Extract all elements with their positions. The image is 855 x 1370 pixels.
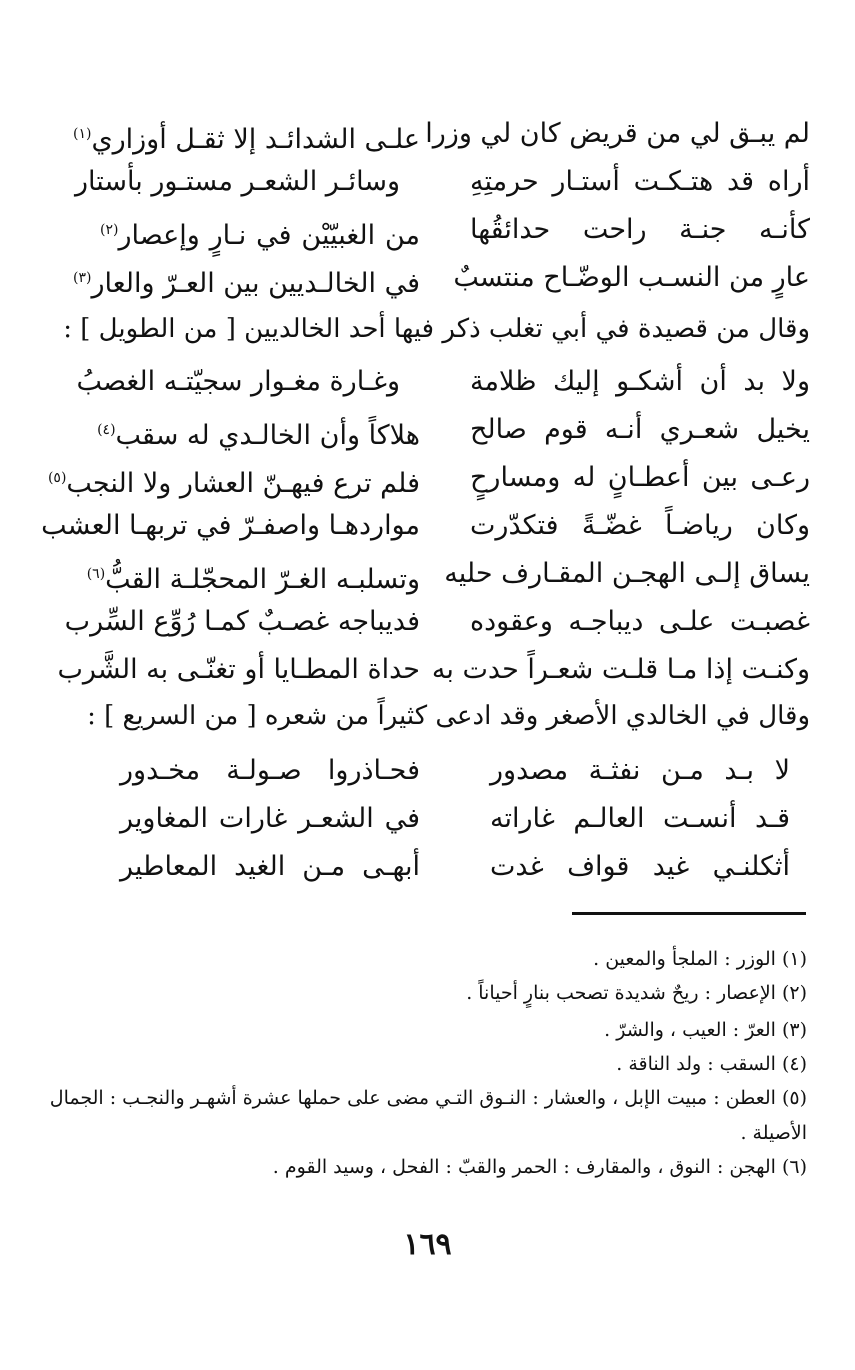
footnote-marker: (٢) <box>100 222 119 238</box>
section-intro: وقال في الخالدي الأصغر وقد ادعى كثيراً من شعره [ من السريع ] : <box>87 701 810 731</box>
second-hemistich: وسائـر الشعـر مستـور بأستار <box>75 166 400 197</box>
second-hemistich: في الشعـر غارات المغاوير <box>120 803 420 834</box>
page-number: ١٦٩ <box>403 1227 452 1262</box>
footnote <box>95 976 807 1010</box>
footnote <box>95 1013 807 1047</box>
first-hemistich: غصبـت علـى ديباجـه وعقوده <box>470 606 810 637</box>
verse-line <box>76 356 810 408</box>
footnote-number: (٣) <box>781 1019 807 1041</box>
footnote-separator <box>572 912 806 915</box>
footnote-text: الأصيلة . <box>740 1122 807 1144</box>
second-hemistich: حداة المطـايا أو تغنّـى به الشَّرب <box>57 654 420 685</box>
second-hemistich: فحـاذروا صـولـة مخـدور <box>120 755 420 786</box>
first-hemistich: وكنـت إذا مـا قلـت شعـراً حدت به <box>431 654 810 685</box>
footnote-number: (٦) <box>781 1156 807 1178</box>
footnote-number: (٤) <box>781 1053 807 1075</box>
footnote-continuation <box>95 1116 807 1150</box>
footnote <box>95 1150 807 1184</box>
first-hemistich: أثكلنـي غيد قواف غدت <box>490 851 790 882</box>
second-hemistich: وغـارة مغـوار سجيّتـه الغصبُ <box>76 366 400 397</box>
hemistich-text: هلاكاً وأن الخالـدي له سقب <box>115 420 420 451</box>
footnote-number: (٥) <box>781 1087 807 1109</box>
verse-line <box>73 252 810 310</box>
verse-line <box>120 793 790 845</box>
second-hemistich: فديباجه غصـبٌ كمـا رُوِّع السِّرب <box>64 606 420 637</box>
footnote-text: العطن : مبيت الإبل ، والعشار : النـوق التـي مضى على حملها عشرة أشهـر والنجـب : الجمال <box>49 1087 776 1109</box>
footnote-marker: (٣) <box>73 270 92 286</box>
hemistich-text: في الخالـديين بين العـرّ والعار <box>91 268 420 299</box>
first-hemistich: يساق إلـى الهجـن المقـارف حليه <box>444 558 810 589</box>
footnote-marker: (١) <box>72 126 92 142</box>
footnote-marker: (٤) <box>97 422 116 438</box>
verse-line <box>120 745 790 797</box>
footnote-number: (٢) <box>781 982 807 1004</box>
footnote <box>95 1047 807 1081</box>
first-hemistich: وكان رياضـاً غضّـةً فتكدّرت <box>470 510 810 541</box>
first-hemistich: عارٍ من النسـب الوضّـاح منتسبٌ <box>453 262 810 293</box>
first-hemistich: ولا بد أن أشكـو إليك ظلامة <box>470 366 810 397</box>
hemistich-text: علـى الشدائـد إلا ثقـل أوزاري <box>91 124 420 155</box>
first-hemistich: أراه قد هتـكـت أستـار حرمتِهِ <box>470 166 810 197</box>
verse-line <box>57 644 810 696</box>
first-hemistich: رعـى بين أعطـانٍ له ومسارحٍ <box>470 462 810 493</box>
footnote-marker: (٥) <box>47 470 67 486</box>
verse-line <box>75 156 810 208</box>
footnote-number: (١) <box>781 948 807 970</box>
footnote-text: الهجن : النوق ، والمقارف : الحمر والقبّ : الفحل ، وسيد القوم . <box>272 1156 776 1178</box>
section-intro: وقال من قصيدة في أبي تغلب ذكر فيها أحد الخالديين [ من الطويل ] : <box>63 314 810 344</box>
hemistich-text: من الغبيّيْن في نـارٍ وإعصار <box>118 220 420 251</box>
verse-line <box>64 596 810 648</box>
hemistich-text: وتسلبـه الغـرّ المحجّلـة القبُّ <box>105 564 420 595</box>
verse-line <box>120 841 790 893</box>
first-hemistich: يخيل شعـري أنـه قوم صالح <box>470 414 810 445</box>
first-hemistich: كأنـه جنـة راحت حدائقُها <box>470 214 810 245</box>
first-hemistich: قـد أنسـت العالـم غاراته <box>490 803 790 834</box>
footnote-marker: (٦) <box>86 566 106 582</box>
footnote-text: الوزر : الملجأ والمعين . <box>593 948 776 970</box>
footnote <box>95 942 807 976</box>
footnote-text: العرّ : العيب ، والشرّ . <box>604 1019 776 1041</box>
footnote-text: السقب : ولد الناقة . <box>616 1053 776 1075</box>
footnote <box>49 1081 807 1115</box>
second-hemistich: مواردهـا واصفـرّ في تربهـا العشب <box>41 510 420 541</box>
second-hemistich <box>73 252 420 310</box>
first-hemistich: لا بـد مـن نفثـة مصدور <box>490 755 790 786</box>
footnote-text: الإعصار : ريحٌ شديدة تصحب بنارٍ أحياناً . <box>466 982 776 1004</box>
second-hemistich: أبهـى مـن الغيد المعاطير <box>120 851 420 882</box>
verse-line <box>41 500 810 552</box>
first-hemistich: لم يبـق لي من قريض كان لي وزرا <box>425 118 810 149</box>
hemistich-text: فلم ترع فيهـنّ العشار ولا النجب <box>66 468 420 499</box>
